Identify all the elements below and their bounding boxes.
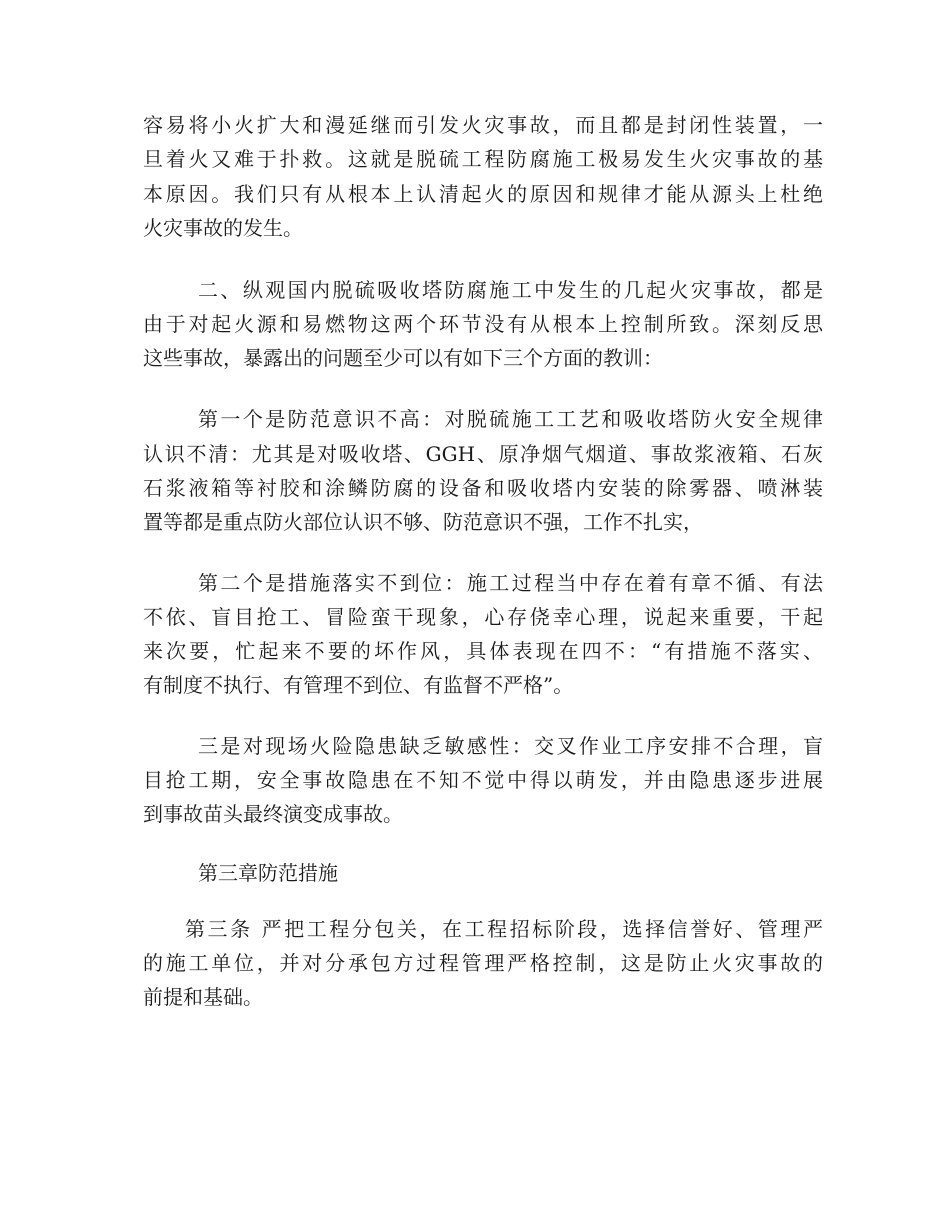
paragraph-2-line-2: 由于对起火源和易燃物这两个环节没有从根本上控制所致。深刻反思 bbox=[143, 312, 823, 336]
paragraph-3-line-2: 认识不清：尤其是对吸收塔、GGH、原净烟气烟道、事故浆液箱、石灰 bbox=[143, 442, 823, 466]
paragraph-1-line-2: 旦着火又难于扑救。这就是脱硫工程防腐施工极易发生火灾事故的基 bbox=[143, 147, 823, 171]
paragraph-6-line-1: 第三条 严把工程分包关，在工程招标阶段，选择信誉好、管理严 bbox=[185, 917, 823, 941]
chapter-heading: 第三章防范措施 bbox=[198, 861, 338, 885]
paragraph-5-line-1: 三是对现场火险隐患缺乏敏感性：交叉作业工序安排不合理，盲 bbox=[198, 734, 823, 758]
paragraph-3-line-3: 石浆液箱等衬胶和涂鳞防腐的设备和吸收塔内安装的除雾器、喷淋装 bbox=[143, 476, 823, 500]
paragraph-1-line-3: 本原因。我们只有从根本上认清起火的原因和规律才能从源头上杜绝 bbox=[143, 182, 823, 206]
paragraph-3-line-1: 第一个是防范意识不高：对脱硫施工工艺和吸收塔防火安全规律 bbox=[198, 407, 823, 431]
paragraph-6-line-3: 前提和基础。 bbox=[143, 985, 263, 1009]
paragraph-1-line-1: 容易将小火扩大和漫延继而引发火灾事故，而且都是封闭性装置，一 bbox=[143, 113, 823, 137]
paragraph-6-line-2: 的施工单位，并对分承包方过程管理严格控制，这是防止火灾事故的 bbox=[143, 951, 823, 975]
paragraph-5-line-2: 目抢工期，安全事故隐患在不知不觉中得以萌发，并由隐患逐步进展 bbox=[143, 768, 823, 792]
paragraph-1-line-4: 火灾事故的发生。 bbox=[143, 216, 303, 240]
paragraph-2-line-1: 二、纵观国内脱硫吸收塔防腐施工中发生的几起火灾事故，都是 bbox=[198, 278, 823, 302]
paragraph-4-line-4: 有制度不执行、有管理不到位、有监督不严格”。 bbox=[143, 673, 574, 697]
paragraph-4-line-2: 不依、盲目抢工、冒险蛮干现象，心存侥幸心理，说起来重要，干起 bbox=[143, 605, 823, 629]
paragraph-4-line-3: 来次要，忙起来不要的坏作风，具体表现在四不：“有措施不落实、 bbox=[143, 639, 823, 663]
paragraph-3-line-4: 置等都是重点防火部位认识不够、防范意识不强，工作不扎实， bbox=[143, 510, 703, 534]
paragraph-5-line-3: 到事故苗头最终演变成事故。 bbox=[143, 802, 403, 826]
paragraph-4-line-1: 第二个是措施落实不到位：施工过程当中存在着有章不循、有法 bbox=[198, 571, 823, 595]
paragraph-2-line-3: 这些事故，暴露出的问题至少可以有如下三个方面的教训： bbox=[143, 346, 663, 370]
